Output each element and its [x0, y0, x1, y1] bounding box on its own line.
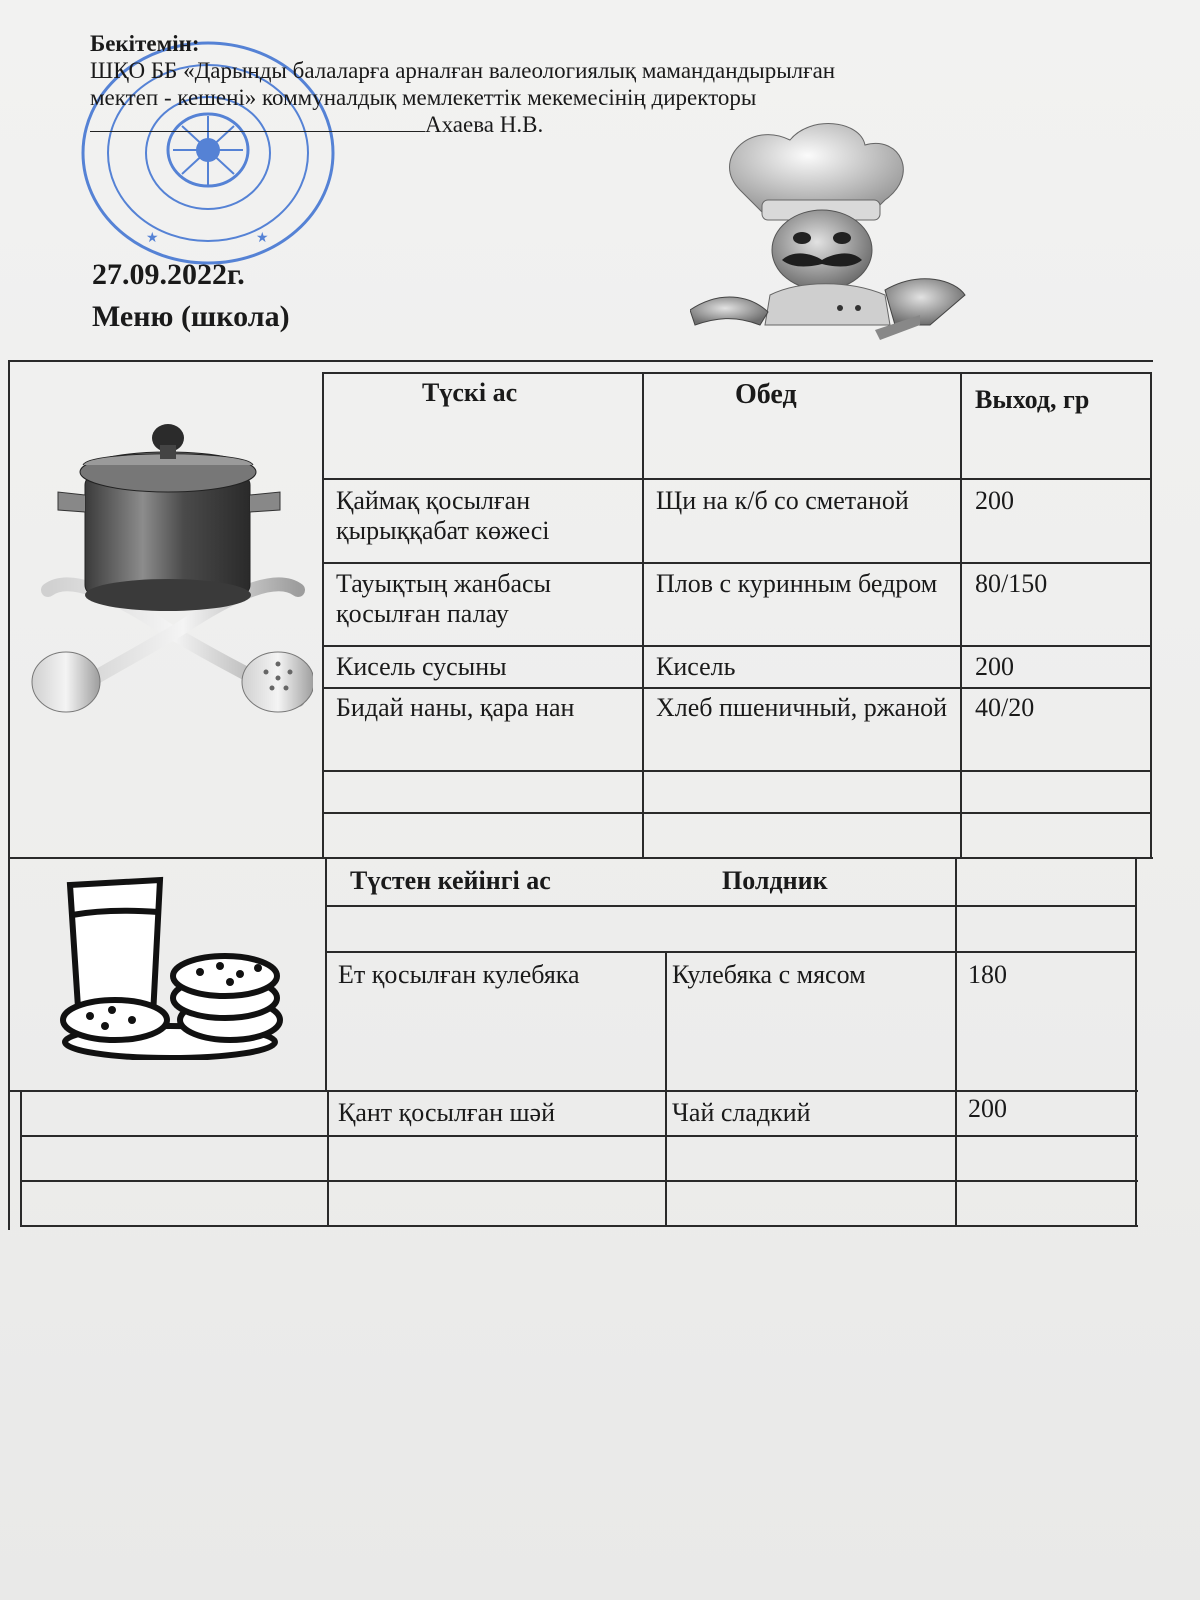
approval-line-2: мектеп - кешені» коммуналдық мемлекеттік мекемесінің директоры [90, 85, 757, 110]
cooking-pot-icon [28, 410, 313, 720]
lunch-row-1-kz: Қаймақ қосылған қырыққабат көжесі [336, 486, 550, 545]
lunch-header-kz: Түскі ас [422, 378, 518, 407]
lunch-row-4-out: 40/20 [975, 693, 1035, 722]
approval-block [90, 30, 1180, 138]
lunch-row-2-kz: Тауықтың жанбасы қосылған палау [336, 569, 551, 628]
lunch-row-2-ru: Плов с куринным бедром [656, 569, 938, 598]
signature-row [90, 111, 1180, 138]
snack-row-2-out: 200 [968, 1094, 1007, 1123]
menu-title: Меню (школа) [92, 300, 290, 333]
svg-text:★: ★ [256, 231, 269, 246]
lunch-header-ru: Обед [735, 379, 797, 410]
chef-icon [690, 120, 970, 350]
signature-line [90, 111, 425, 132]
svg-text:★: ★ [146, 231, 159, 246]
snack-header-ru: Полдник [722, 866, 828, 895]
signer-name: Ахаева Н.В. [425, 112, 544, 137]
snack-header-kz: Түстен кейінгі ас [350, 866, 551, 895]
snack-row-1-out: 180 [968, 960, 1007, 989]
lunch-row-1-ru: Щи на к/б со сметаной [656, 486, 909, 515]
lunch-row-4-ru: Хлеб пшеничный, ржаной [656, 693, 948, 722]
snack-row-1-ru: Кулебяка с мясом [672, 960, 866, 989]
lunch-row-3-ru: Кисель [656, 652, 736, 681]
milk-and-cookies-icon [60, 870, 285, 1060]
lunch-row-3-kz: Кисель сусыны [336, 652, 507, 681]
lunch-row-3-out: 200 [975, 652, 1014, 681]
lunch-row-4-kz: Бидай наны, қара нан [336, 693, 575, 722]
lunch-header-out: Выход, гр [975, 385, 1090, 414]
approval-title: Бекітемін: [90, 31, 200, 56]
lunch-row-1-out: 200 [975, 486, 1014, 515]
approval-line-1: ШҚО ББ «Дарынды балаларға арналған валеологиялық мамандандырылған [90, 58, 836, 83]
snack-row-2-ru: Чай сладкий [672, 1098, 811, 1127]
snack-row-2-kz: Қант қосылған шәй [338, 1098, 556, 1127]
menu-date: 27.09.2022г. [92, 258, 245, 291]
lunch-row-2-out: 80/150 [975, 569, 1048, 598]
snack-row-1-kz: Ет қосылған кулебяка [338, 960, 580, 989]
